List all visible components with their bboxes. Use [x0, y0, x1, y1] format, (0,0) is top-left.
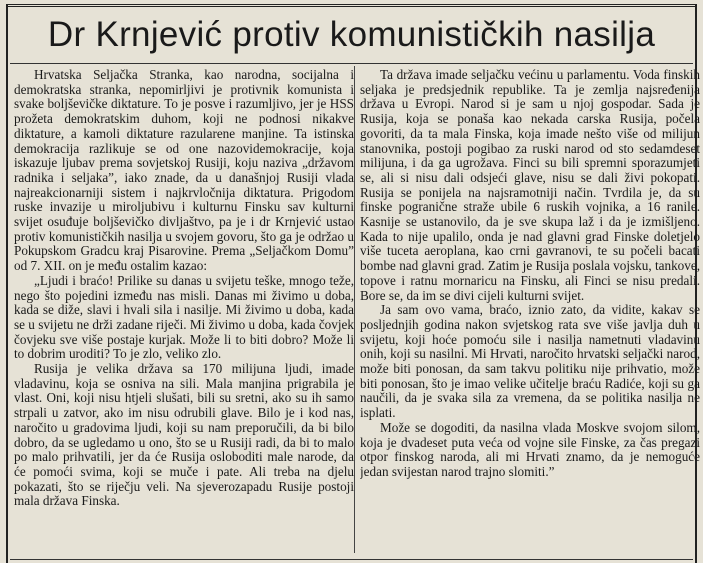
- top-border: [6, 4, 697, 7]
- headline-rule: [10, 63, 693, 64]
- left-border: [6, 4, 8, 563]
- paragraph: „Ljudi i braćo! Prilike su danas u svijetu teške, mnogo teže, nego što pojedini između nas misli. Danas mi živimo u doba, kada se diže, slavi i hvali sila i nasilje. Mi živimo u doba, kada se u svijetu ne drži zadane riječi. Mi živimo u doba, kada čovjek čovjeku sve više postaje kurjak. Može li to biti dobro? Može li to dobrim uroditi? To je zlo, veliko zlo.: [14, 272, 354, 362]
- paragraph: Ta država imade seljačku većinu u parlamentu. Voda finskih seljaka je predsjednik republike. Ta je zemlja najsređenija država u Evropi. Narod si je sam u njoj gospodar. Sada je Rusija, koja se ponaša kao nekada carska Rusija, počela govoriti, da ta mala Finska, koja imade nešto više od milijun stanovnika, postoji pogibao za ruski narod od sto sedamdeset milijuna, i da ga ugrožava. Finci su bili spremni sporazumjeti se, ali si nisu dali odsjeći glave, nisu se dali živi pokopati. Rusija se ponijela na najsramotniji način. Tvrdila je, da su finske pogranične straže ubile 6 ruskih vojnika, a 16 ranile. Kasnije se ustanovilo, da je sve skupa laž i da je izmišljeno. Kada to nije upalilo, onda je nad glavni grad Finske doletjelo više tuceta aeroplana, kao crni gavranovi, te su počeli bacati bombe nad glavni grad. Zatim je Rusija poslala vojsku, tankove, topove i ratnu mornaricu na Finsku, ali Finci se nisu predali. Bore se, da im se divi cijeli kulturni svijet.: [360, 68, 700, 303]
- article-column-left: [14, 68, 354, 509]
- column-divider: [354, 66, 355, 553]
- headline: Dr Krnjević protiv komunističkih nasilja: [47, 15, 656, 54]
- paragraph: Rusija je velika država sa 170 milijuna ljudi, imade vladavinu, koja se osniva na sili. Mala manjina prigrabila je vlast. Oni, koji nisu htjeli slušati, bili su sretni, ako su ih samo strpali u zatvor, ako im nisu odrubili glave. Bilo je i kod nas, naročito u gradovima ljudi, koji su nam preporučili, da bi bilo dobro, da se ugledamo u ono, što se u Rusiji radi, da bi to malo po malo prihvatili, jer da će Rusija osloboditi male narode, da će pomoći svima, koji se muče i pate. Ali treba na djelu pokazati, što se riječju veli. Na sjeverozapadu Rusije postoji mala država Finska.: [14, 361, 354, 509]
- paragraph: Ja sam ovo vama, braćo, iznio zato, da vidite, kakav se posljednjih godina nakon svjetskog rata sve više javlja duh u svijetu, koji hoće pomoću sile i nasilja nametnuti vladavinu onih, koji su nasilni. Mi Hrvati, naročito hrvatski seljački narod, može biti ponosan, da sam takvu politiku nije prihvatio, može biti ponosan, što je imao velike učitelje braću Radiće, koji su ga naučili, da je svaka sila za vremena, da se politika nasilja ne isplati.: [360, 302, 700, 421]
- bottom-rule: [10, 559, 693, 560]
- paragraph: Može se dogoditi, da nasilna vlada Moskve svojom silom, koja je dvadeset puta veća od vojne sile Finske, za čas pregazi otpor finskog naroda, ali mi Hrvati znamo, da je nemoguće jedan svijestan narod trajno slomiti.”: [360, 419, 700, 479]
- article-column-right: [360, 68, 700, 480]
- paragraph: Hrvatska Seljačka Stranka, kao narodna, socijalna i demokratska stranka, nepomirljivi je protivnik komunista i svake boljševičke diktature. To je posve i razumljivo, jer je HSS prožeta demokratskim duhom, koji ne podnosi nikakve diktature, a kamoli diktature razularene manjine. Ta istinska demokracija razlikuje se od one nazovidemokracije, koja iskazuje ljubav prema sovjetskoj Rusiji, koju naziva „državom radnika i seljaka”, iako znade, da u današnjoj Rusiji vlada najreakcionarniji sistem i najkrvločnija diktatura. Prigodom ruske invazije u miroljubivu i kulturnu Finsku sav kulturni svijet osuđuje boljševičko divljaštvo, pa je i dr Krnjević ustao protiv komunističkih nasilja u svojem govoru, što ga je održao u Pokupskom Gradcu kraj Pisarovine. Prema „Seljačkom Domu” od 7. XII. on je među ostalim kazao:: [14, 68, 354, 274]
